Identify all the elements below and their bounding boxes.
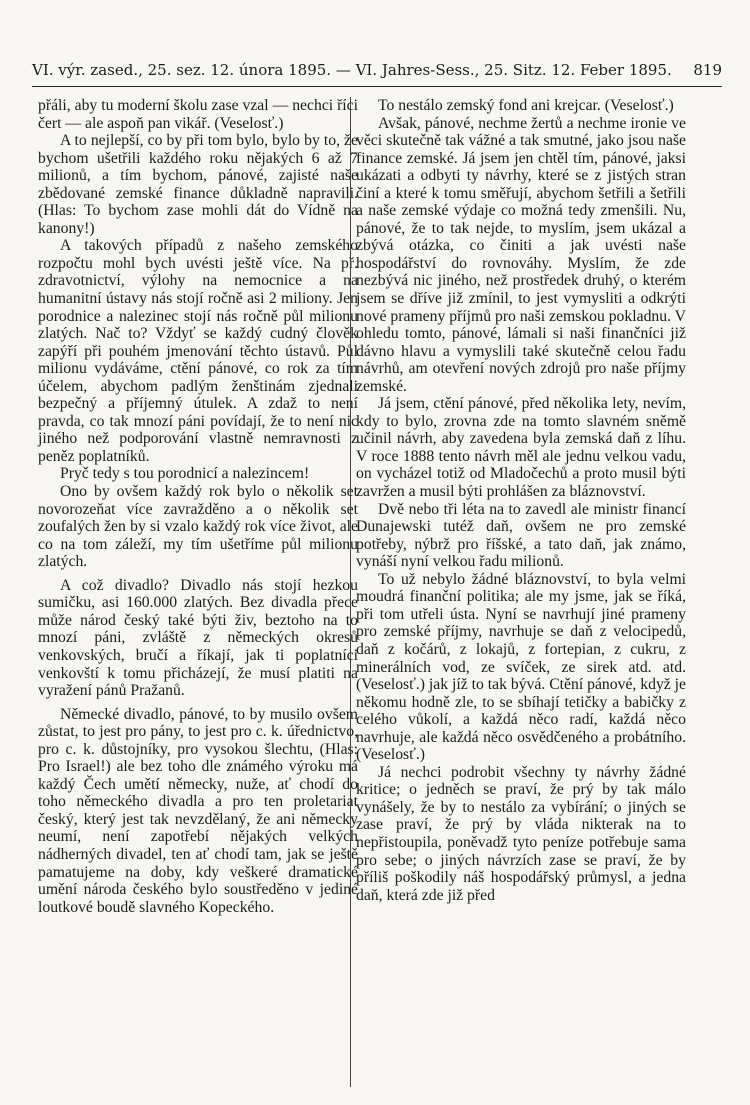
paragraph: Německé divadlo, pánové, to by musilo ovšem zůstat, to jest pro pány, to jest pro c. k. úřednictvo, pro c. k. důstojníky, pro vysokou šlechtu, (Hlas: Pro Israel!) ale bez toho dle známého výroku má každý Čech umětí německy, nuže, ať chodí do toho německého divadla a pro ten proletariat český, který jest tak nevzdělaný, že ani německy neumí, není zapotřebí nějakých velkých nádherných divadel, ten ať chodí tam, jak se ještě pamatujeme na doby, kdy veškeré dramatické umění národa českého bylo soustředěno v jediné loutkové boudě slavného Kopeckého. [38,705,358,916]
paragraph: přáli, aby tu moderní školu zase vzal — nechci říci čert — ale aspoň pan vikář. (Veselosť.) [38,97,358,132]
paragraph: Já nechci podrobit všechny ty návrhy žádné kritice; o jedněch se praví, že prý by tak málo vynášely, že by to nestálo za vybírání; o jiných se zase praví, že prý by vláda nikterak na to nepřistoupila, poněvadž tyto peníze potřebuje sama pro sebe; o jiných návrzích zase se praví, že by příliš poškodily náš hospodářský průmysl, a jedna daň, která zde již před [356,763,686,904]
paragraph: A což divadlo? Divadlo nás stojí hezkou sumičku, asi 160.000 zlatých. Bez divadla přece může národ český také býti živ, beztoho na to mnozí páni, zvláště z německých okresů venkovských, bručí a říkají, jak ti poplatníci venkovští k tomu přicházejí, že musí platiti na vyražení pánů Pražanů. [38,576,358,700]
paragraph: Avšak, pánové, nechme žertů a nechme ironie ve věci skutečně tak vážné a tak smutné, jako jsou naše finance zemské. Já jsem jen chtěl tím, pánové, jaksi ukázati a odbyti ty návrhy, které se z jistých stran činí a které k tomu směřují, abychom šetřili a šetřili a naše zemské výdaje co možná tedy zmenšili. Nu, pánové, že to tak nejde, to myslím, jsem ukázal a zbývá otázka, co činiti a jak uvésti naše hospodářství do rovnováhy. Myslím, že zde nezbývá nic jiného, než prostředek druhý, o kterém jsem se dříve již zmínil, to jest vymysliti a odkrýti nové prameny příjmů pro naši zemskou pokladnu. V ohledu tomto, pánové, lámali si naši finančníci již dávno hlavu a vymyslili také skutečně celou řadu návrhů, am otevření nových zdrojů pro naše příjmy zemské. [356,114,686,395]
paragraph: Dvě nebo tři léta na to zavedl ale ministr financí Dunajewski tutéž daň, ovšem ne pro zemské potřeby, nýbrž pro říšské, a tato daň, jak známo, vynáší nyní velkou řadu milionů. [356,500,686,571]
left-column [38,97,358,916]
paragraph: To nestálo zemský fond ani krejcar. (Veselosť.) [378,97,674,114]
page-number: 819 [693,61,722,79]
session-header: VI. výr. zased., 25. sez. 12. února 1895. — VI. Jahres-Sess., 25. Sitz. 12. Feber 1895. [32,61,672,79]
column-divider [350,97,351,1087]
right-column [356,97,686,904]
paragraph: To už nebylo žádné bláznovství, to byla velmi moudrá finanční politika; ale my jsme, jak se říká, při tom utřeli ústa. Nyní se navrhují jiné prameny pro zemské příjmy, navrhuje se daň z velocipedů, daň z kočárů, z lokajů, z fortepian, z cukru, z minerálních vod, ze svíček, ze sirek atd. atd. (Veselosť.) jak jíž to tak bývá. Ctění pánové, když je někomu hodně zle, to se sbíhají tetičky a babičky z celého vůkolí, a každá něco radí, každá něco navrhuje, ale každá něco osvědčeného a probátního. (Veselosť.) [356,570,686,764]
paragraph: Ono by ovšem každý rok bylo o několik set novorozeňat více zavražděno a o několik set zoufalých žen by si vzalo každý rok více život, ale co na tom záleží, my tím ušetříme půl milionu zlatých. [38,483,358,571]
paragraph: Pryč tedy s tou porodnicí a nalezincem! [60,465,310,483]
paragraph: A takových případů z našeho zemského rozpočtu mohl bych uvésti ještě více. Na př. zdravotnictví, výlohy na nemocnice a na humanitní ústavy nás stojí ročně asi 2 miliony. Jen porodnice a nalezinec stojí nás ročně půl milionu zlatých. Nač to? Vždyť se každý cudný člověk zapýří při pouhém jmenování těchto ústavů. Půl milionu vydáváme, ctění pánové, co rok za tím účelem, abychom padlým ženštinám zjednali bezpečný a příjemný útulek. A zdaž to není pravda, co tak mnozí páni povídají, že to není nic jiného než podporování vlastně nemravnosti z peněz poplatníků. [38,237,358,465]
paragraph: A to nejlepší, co by při tom bylo, bylo by to, že bychom ušetřili každého roku nějakých 6 až 7 milionů, a tím bychom, pánové, zajisté naše zbědované zemské finance důkladně napravili. (Hlas: To bychom zase mohli dát do Vídně na kanony!) [38,132,358,237]
page-header [32,55,722,85]
header-rule [32,86,722,87]
paragraph: Já jsem, ctění pánové, před několika lety, nevím, kdy to bylo, zrovna zde na tomto slavném sněmě učinil návrh, aby zavedena byla zemská daň z líhu. V roce 1888 tento návrh měl ale jednu velkou vadu, on vycházel totiž od Mladočechů a proto musil býti zavržen a musil býti prohlášen za bláznovství. [356,395,686,501]
